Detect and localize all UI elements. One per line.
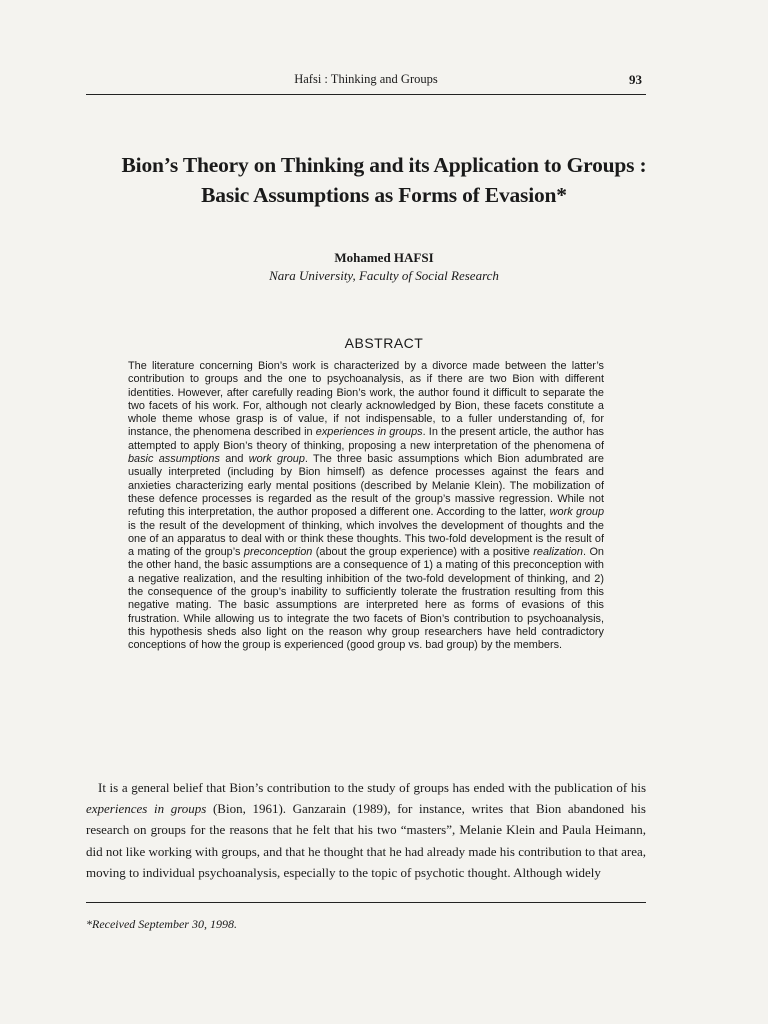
page-number: 93 [629, 72, 642, 87]
author-affiliation: Nara University, Faculty of Social Research [269, 268, 499, 283]
footnote: *Received September 30, 1998. [86, 917, 237, 931]
abstract-emphasis: preconception [243, 546, 313, 559]
abstract-emphasis: work group [549, 506, 605, 519]
abstract-emphasis: realization [533, 546, 583, 559]
body-paragraph [86, 777, 646, 883]
article-title [40, 150, 728, 210]
abstract-paragraph [128, 360, 604, 653]
abstract-text: . The three basic assumptions which Bion adumbrated are usually interpreted (including by Bion himself) as defence processes against the fears and anxieties characterizing early mental positions (described by Melanie Klein). The mobilization of these defence processes is regarded as the result of the group’s massive regression. While not refuting this interpretation, the author proposed a different one. According to the latter, [128, 453, 604, 519]
author-name: Mohamed HAFSI [334, 250, 434, 265]
article-title-line-2: Basic Assumptions as Forms of Evasion* [201, 183, 567, 207]
abstract-text: and [219, 453, 249, 466]
body-text: (Bion, 1961). Ganzarain (1989), for instance, writes that Bion abandoned his research on groups for the reasons that he felt that his two “masters”, Melanie Klein and Paula Heimann, did not like working with groups, and that he thought that he had already made his contribution to that area, moving to individual psychoanalysis, especially to the topic of psychotic thought. Although widely [86, 801, 646, 880]
body-text: It is a general belief that Bion’s contribution to the study of groups has ended with the publication of his [98, 780, 646, 795]
abstract-text: is the result of the development of thinking, which involves the development of thoughts and the one of an apparatus to deal with or think these thoughts. This two-fold development is the result of a mating of the group’s [128, 519, 604, 559]
abstract-text: (about the group experience) with a positive [312, 546, 534, 559]
abstract-emphasis: work group [248, 453, 305, 466]
article-title-line-1: Bion’s Theory on Thinking and its Application to Groups : [121, 153, 647, 177]
abstract-emphasis: experiences in groups [315, 426, 423, 439]
header-rule [86, 94, 646, 95]
footnote-rule [86, 902, 646, 903]
body-emphasis: experiences in groups [86, 801, 207, 817]
abstract-heading: ABSTRACT [344, 335, 424, 351]
abstract-text: The literature concerning Bion’s work is characterized by a divorce made between the latter’s contribution to groups and the one to psychoanalysis, as if there are two Bion with different identities. However, after carefully reading Bion’s work, the author found it difficult to separate the two facets of his work. For, although not clearly acknowledged by Bion, these facets constitute a whole theme whose grasp is of value, if not indispensable, to a fuller understanding of, for instance, the phenomena described in [128, 360, 604, 439]
running-head [86, 72, 646, 92]
abstract-text: . On the other hand, the basic assumptions are a consequence of 1) a mating of this preconception with a negative realization, and the resulting inhibition of the two-fold development of thinking, and 2) the consequence of the group’s inability to sufficiently tolerate the frustration resulting from this negative mating. The basic assumptions are interpreted here as forms of evasions of this frustration. While allowing us to integrate the two facets of Bion’s contribution to psychoanalysis, this hypothesis sheds also light on the reason why group researchers have held contradictory conceptions of how the group is experienced (good group vs. bad group) by the members. [128, 546, 604, 652]
abstract-emphasis: basic assumptions [128, 453, 220, 466]
abstract-text: . In the present article, the author has attempted to apply Bion’s theory of thinking, proposing a new interpretation of the phenomena of [128, 426, 604, 452]
running-head-title: Hafsi : Thinking and Groups [294, 72, 438, 86]
